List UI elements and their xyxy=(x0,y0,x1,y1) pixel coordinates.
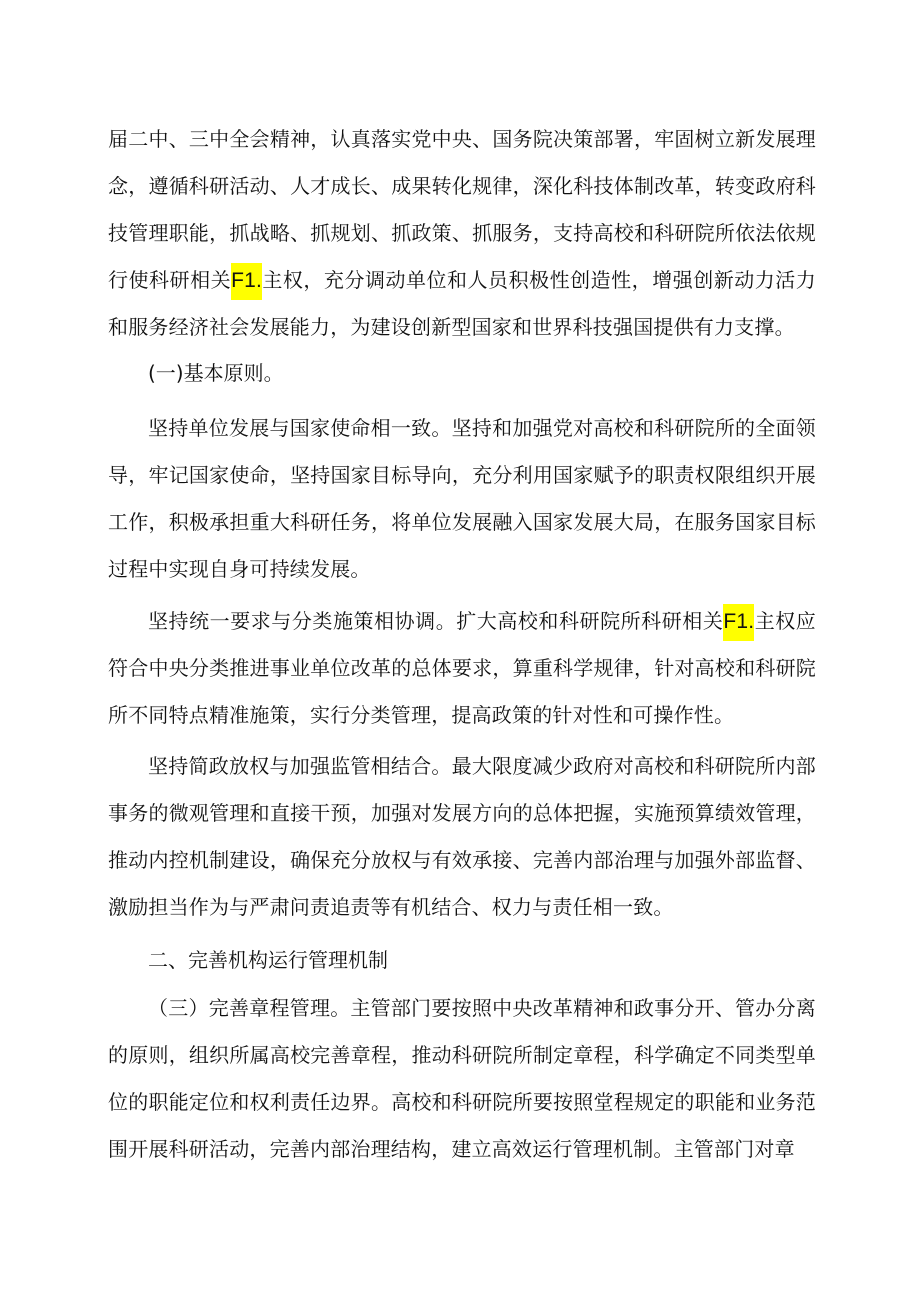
paragraph-3-text-after: 主权应符合中央分类推进事业单位改革的总体要求，算重科学规律，针对高校和科研院所不同特点精准施策，实行分类管理，提高政策的针对性和可操作性。 xyxy=(108,609,816,727)
paragraph-1 xyxy=(108,116,816,351)
paragraph-1-text-before: 届二中、三中全会精神，认真落实党中央、国务院决策部署，牢固树立新发展理念，遵循科研活动、人才成长、成果转化规律，深化科技体制改革，转变政府科技管理职能，抓战略、抓规划、抓政策、抓服务，支持高校和科研院所依法依规行使科研相关 xyxy=(108,127,816,292)
section-heading-institution-management: 二、完善机构运行管理机制 xyxy=(148,948,388,972)
highlight-mark: F1. xyxy=(723,604,754,641)
highlight-mark: F1. xyxy=(231,263,262,300)
paragraph-5: （三）完善章程管理。主管部门要按照中央改革精神和政事分开、管办分离的原则，组织所属高校完善章程，推动科研院所制定章程，科学确定不同类型单位的职能定位和权利责任边界。高校和科研院所要按照堂程规定的职能和业务范围开展科研活动，完善内部治理结构，建立高效运行管理机制。主管部门对章 xyxy=(108,996,816,1161)
paragraph-2: 坚持单位发展与国家使命相一致。坚持和加强党对高校和科研院所的全面领导，牢记国家使命，坚持国家目标导向，充分利用国家赋予的职责权限组织开展工作，积极承担重大科研任务，将单位发展融入国家发展大局，在服务国家目标过程中实现自身可持续发展。 xyxy=(108,416,816,581)
paragraph-3 xyxy=(108,598,816,739)
section-heading-basic-principles: (一)基本原则。 xyxy=(148,361,284,385)
paragraph-4: 坚持简政放权与加强监管相结合。最大限度减少政府对高校和科研院所内部事务的微观管理和直接干预，加强对发展方向的总体把握，实施预算绩效管理，推动内控机制建设，确保充分放权与有效承接、完善内部治理与加强外部监督、激励担当作为与严肃问责追责等有机结合、权力与责任相一致。 xyxy=(108,754,816,919)
paragraph-1-text-after: 主权，充分调动单位和人员积极性创造性，增强创新动力活力和服务经济社会发展能力，为建设创新型国家和世界科技强国提供有力支撑。 xyxy=(108,268,817,339)
paragraph-3-text-before: 坚持统一要求与分类施策相协调。扩大高校和科研院所科研相关 xyxy=(148,609,724,633)
